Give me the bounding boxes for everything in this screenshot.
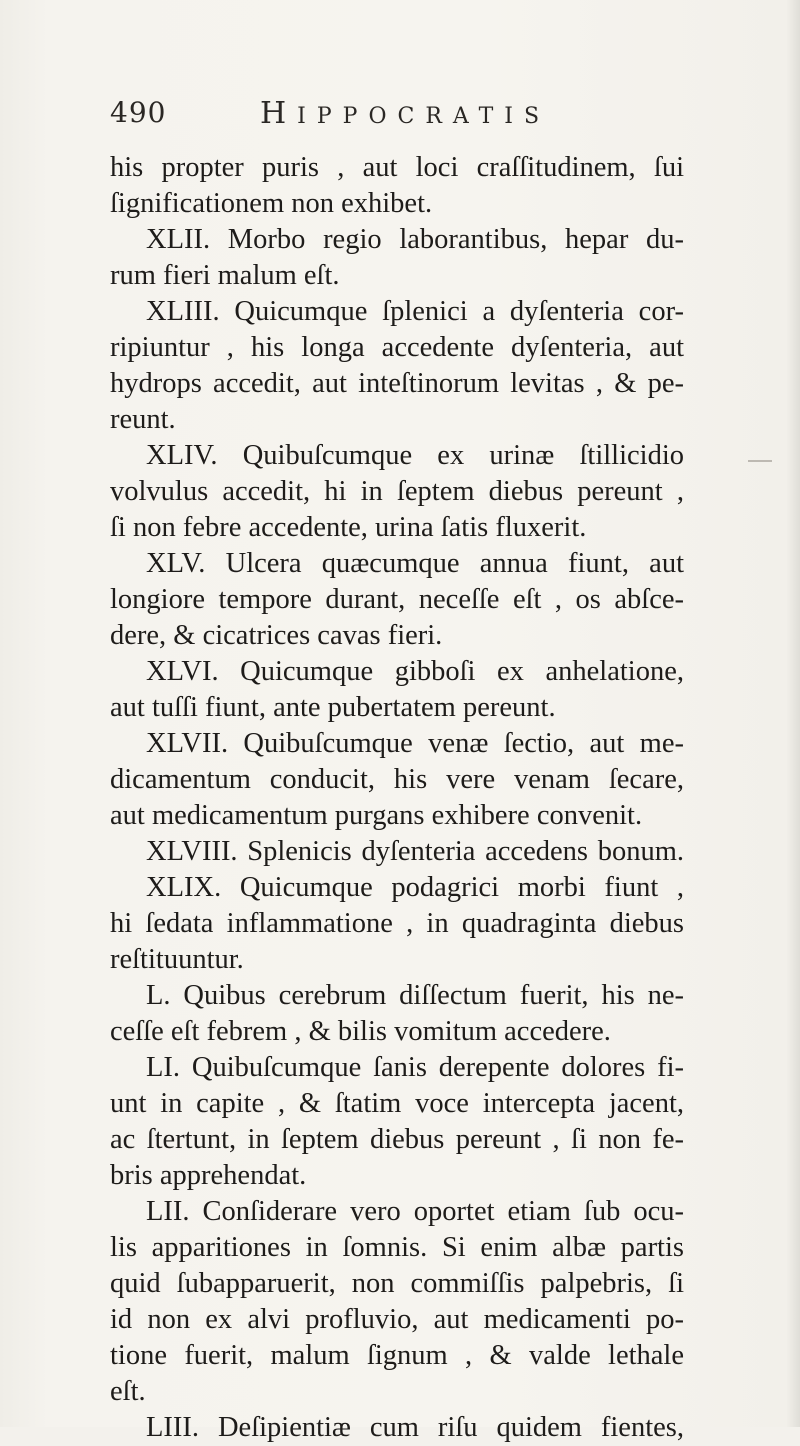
text-line: reunt. [110, 404, 176, 435]
text-line: unt in capite , & ſtatim voce intercepta jacent, [110, 1088, 684, 1119]
aphorism-42-start: XLII. Morbo regio laborantibus, hepar du- [146, 224, 684, 255]
text-line: rum fieri malum eſt. [110, 260, 340, 291]
body-text [110, 150, 684, 1446]
running-header [110, 96, 670, 136]
text-line: tione fuerit, malum ſignum , & valde lethale [110, 1340, 684, 1371]
text-line: ripiuntur , his longa accedente dyſenteria, aut [110, 332, 684, 363]
text-line: dere, & cicatrices cavas fieri. [110, 620, 443, 651]
aphorism-46-start: XLVI. Quicumque gibboſi ex anhelatione, [146, 656, 684, 687]
aphorism-44-start: XLIV. Quibuſcumque ex urinæ ſtillicidio [146, 440, 684, 471]
text-line: id non ex alvi profluvio, aut medicamenti po- [110, 1304, 684, 1335]
aphorism-52-start: LII. Conſiderare vero oportet etiam ſub ocu- [146, 1196, 684, 1227]
text-line: eſt. [110, 1376, 146, 1407]
aphorism-43-start: XLIII. Quicumque ſplenici a dyſenteria cor- [146, 296, 684, 327]
page-edge-shadow [786, 0, 800, 1427]
aphorism-50-start: L. Quibus cerebrum diſſectum fuerit, his ne- [146, 980, 684, 1011]
text-line: ſi non febre accedente, urina ſatis fluxerit. [110, 512, 587, 543]
text-line: ac ſtertunt, in ſeptem diebus pereunt , ſi non fe- [110, 1124, 684, 1155]
aphorism-49-start: XLIX. Quicumque podagrici morbi fiunt , [146, 872, 684, 903]
text-line: aut medicamentum purgans exhibere convenit. [110, 800, 643, 831]
aphorism-45-start: XLV. Ulcera quæcumque annua fiunt, aut [146, 548, 684, 579]
aphorism-47-start: XLVII. Quibuſcumque venæ ſectio, aut me- [146, 728, 684, 759]
aphorism-51-start: LI. Quibuſcumque ſanis derepente dolores fi- [146, 1052, 684, 1083]
text-line: aut tuſſi fiunt, ante pubertatem pereunt. [110, 692, 556, 723]
text-line: bris apprehendat. [110, 1160, 307, 1191]
text-line: volvulus accedit, hi in ſeptem diebus pereunt , [110, 476, 684, 507]
aphorism-53-start: LIII. Deſipientiæ cum riſu quidem fientes, [146, 1412, 684, 1443]
text-line: dicamentum conducit, his vere venam ſecare, [110, 764, 684, 795]
aphorism-48-start: XLVIII. Splenicis dyſenteria accedens bonum. [146, 836, 684, 867]
text-line: reſtituuntur. [110, 944, 244, 975]
text-line: lis apparitiones in ſomnis. Si enim albæ partis [110, 1232, 684, 1263]
text-line: quid ſubapparuerit, non commiſſis palpebris, ſi [110, 1268, 684, 1299]
margin-mark [748, 460, 772, 462]
text-line: his propter puris , aut loci craſſitudinem, ſui [110, 152, 684, 183]
running-title: HIPPOCRATIS [260, 96, 551, 131]
text-line: hi ſedata inflammatione , in quadraginta diebus [110, 908, 684, 939]
text-line: ceſſe eſt febrem , & bilis vomitum accedere. [110, 1016, 611, 1047]
text-line: longiore tempore durant, neceſſe eſt , os abſce- [110, 584, 684, 615]
text-line: ſignificationem non exhibet. [110, 188, 433, 219]
page-number: 490 [110, 96, 167, 129]
text-line: hydrops accedit, aut inteſtinorum levitas , & pe- [110, 368, 684, 399]
